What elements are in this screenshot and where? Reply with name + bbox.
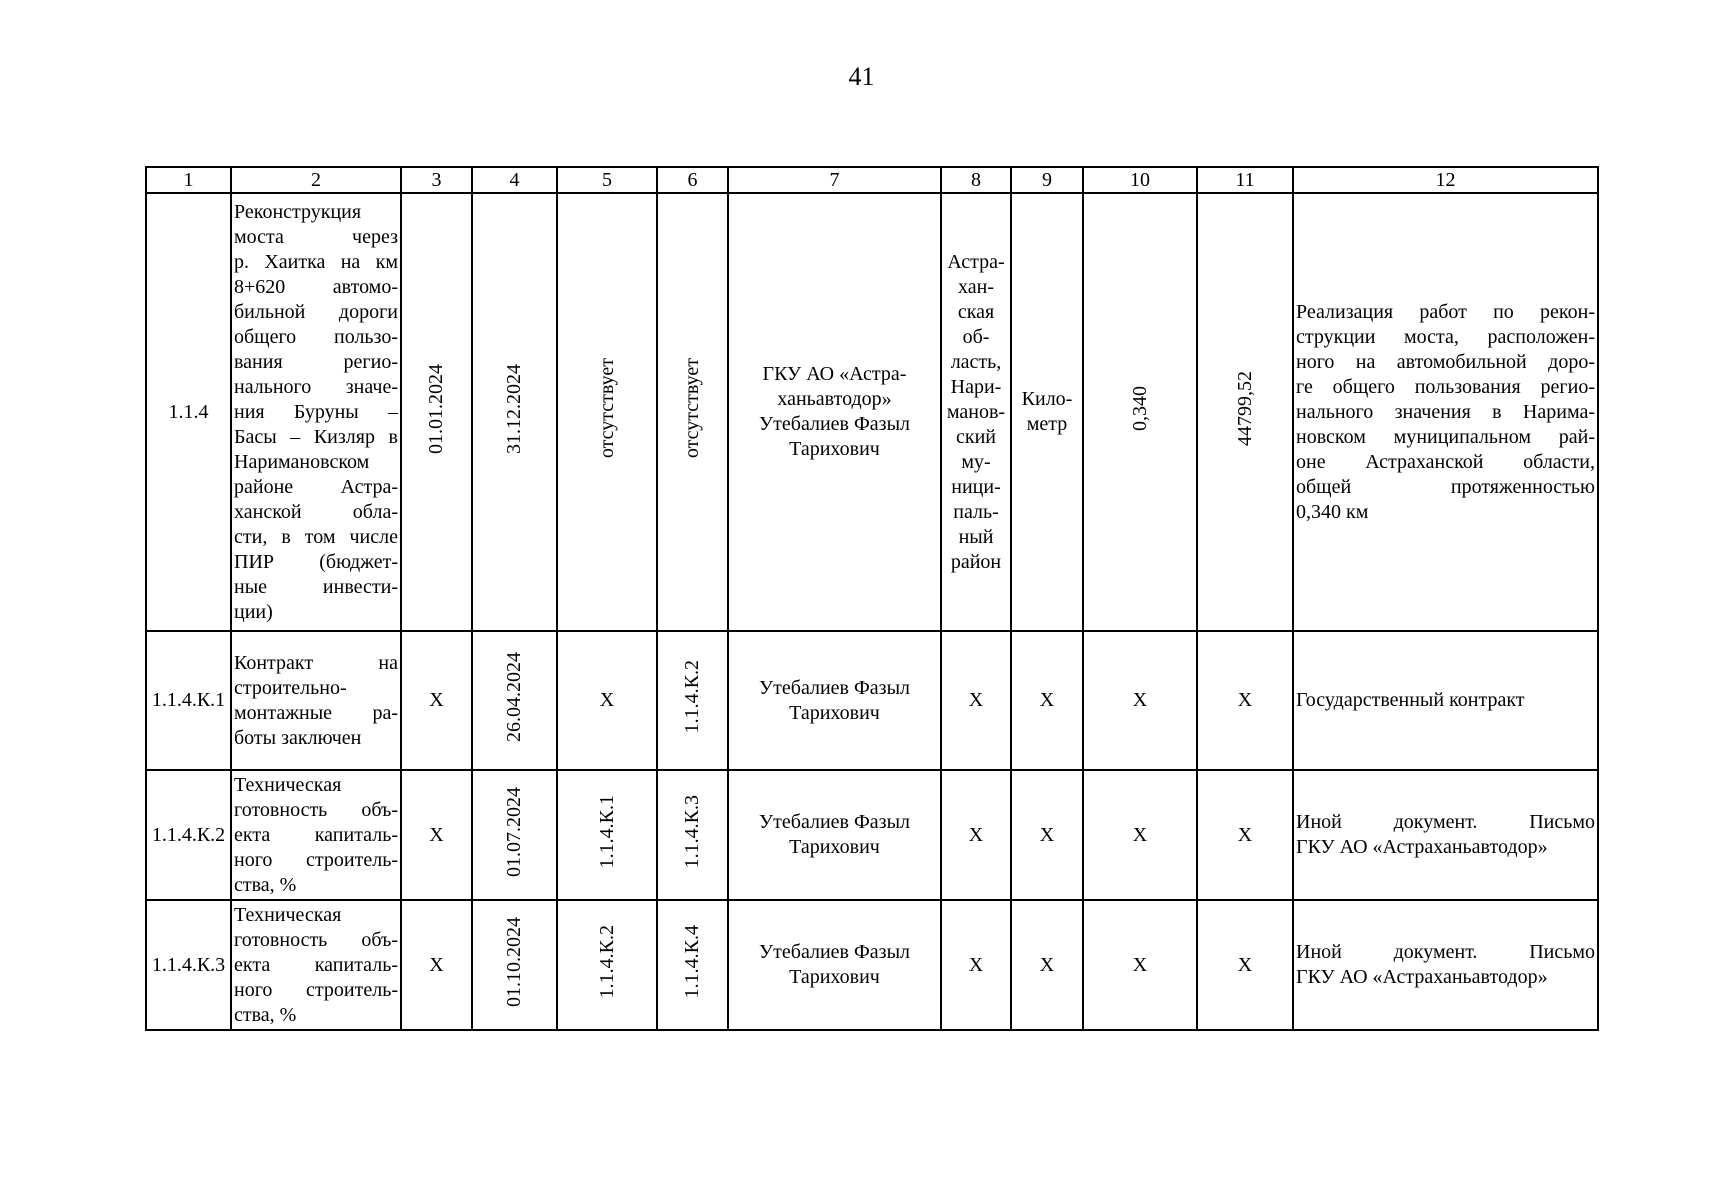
description-line: ства, % — [234, 873, 297, 896]
predecessor: 1.1.4.К.2 — [595, 924, 618, 999]
result-line: 0,340 км — [1296, 500, 1369, 523]
start-date-cell — [401, 193, 472, 631]
description-line: Басы – Кизляр в — [234, 425, 398, 448]
description-line: ханской обла- — [234, 500, 398, 523]
result-line: струкции моста, расположен- — [1296, 325, 1595, 348]
amount: X — [1197, 900, 1293, 1030]
table-row — [146, 900, 1598, 1030]
end-date-cell — [472, 631, 557, 770]
description-line: ного строитель- — [234, 848, 398, 871]
column-header: 3 — [401, 167, 472, 193]
description-line: ства, % — [234, 1003, 297, 1026]
result-line: ге общего пользования регио- — [1296, 375, 1595, 398]
unit: X — [1011, 770, 1083, 900]
column-header: 9 — [1011, 167, 1083, 193]
description-line: строительно- — [234, 676, 347, 699]
description-line: готовность объ- — [234, 798, 398, 821]
column-header: 7 — [728, 167, 941, 193]
description-line: ния Буруны – — [234, 400, 398, 423]
predecessor: X — [557, 631, 657, 770]
description-line: Наримановском — [234, 450, 370, 473]
column-header: 6 — [657, 167, 728, 193]
column-header: 1 — [146, 167, 231, 193]
row-id: 1.1.4.К.3 — [146, 900, 231, 1030]
description-line: р. Хаитка на км — [234, 250, 398, 273]
end-date: 26.04.2024 — [503, 652, 525, 742]
successor: 1.1.4.К.3 — [681, 794, 703, 869]
unit: X — [1011, 631, 1083, 770]
result-description: Государственный контракт — [1293, 631, 1598, 770]
successor-cell — [657, 631, 728, 770]
quantity: X — [1083, 631, 1197, 770]
column-header: 11 — [1197, 167, 1293, 193]
end-date-cell — [472, 900, 557, 1030]
end-date: 01.07.2024 — [503, 786, 525, 877]
result-line: Иной документ. Письмо — [1296, 941, 1595, 963]
description-line: готовность объ- — [234, 928, 398, 951]
row-id: 1.1.4 — [146, 193, 231, 631]
responsible: Утебалиев Фазыл Тарихович — [728, 770, 941, 900]
territory-line: му- — [961, 450, 991, 473]
amount: X — [1197, 631, 1293, 770]
start-date: X — [401, 770, 472, 900]
territory-line: Астра- — [947, 250, 1005, 273]
row-description — [231, 631, 401, 770]
header-row — [146, 167, 1598, 193]
quantity-cell — [1083, 193, 1197, 631]
plan-table — [145, 166, 1599, 1031]
column-header: 12 — [1293, 167, 1598, 193]
description-line: ции) — [234, 600, 273, 623]
territory-line: ская — [957, 300, 995, 323]
territory-line: Нари- — [950, 375, 1002, 398]
description-line: боты заключен — [234, 726, 362, 749]
end-date: 01.10.2024 — [503, 916, 525, 1007]
column-header: 4 — [472, 167, 557, 193]
result-line: Реализация работ по рекон- — [1296, 300, 1595, 323]
start-date: 01.01.2024 — [425, 363, 447, 454]
table-row — [146, 631, 1598, 770]
result-line: нального значения в Нарима- — [1296, 400, 1595, 423]
territory-line: ници- — [951, 475, 1001, 498]
column-header: 5 — [557, 167, 657, 193]
predecessor-cell — [557, 193, 657, 631]
territory — [941, 193, 1011, 631]
territory-line: ласть, — [950, 350, 1002, 373]
territory: X — [941, 900, 1011, 1030]
unit-line: метр — [1026, 413, 1068, 435]
description-line: общего пользо- — [234, 325, 398, 348]
end-date-cell — [472, 770, 557, 900]
territory: X — [941, 770, 1011, 900]
table-row — [146, 193, 1598, 631]
column-header: 2 — [231, 167, 401, 193]
description-line: сти, в том числе — [234, 525, 398, 548]
amount-cell — [1197, 193, 1293, 631]
start-date: X — [401, 631, 472, 770]
description-line: ного строитель- — [234, 978, 398, 1001]
predecessor: отсутствует — [595, 358, 618, 459]
territory-line: ный — [958, 525, 994, 548]
description-line: моста через — [234, 225, 398, 248]
description-line: нального значе- — [234, 375, 398, 398]
description-line: 8+620 автомо- — [234, 275, 398, 298]
description-line: ПИР (бюджет- — [234, 550, 398, 573]
description-line: Реконструкция — [234, 200, 362, 223]
amount: 44799,52 — [1233, 371, 1256, 446]
start-date: X — [401, 900, 472, 1030]
successor-cell — [657, 770, 728, 900]
amount: X — [1197, 770, 1293, 900]
row-description — [231, 193, 401, 631]
result-line: оне Астраханской области, — [1296, 450, 1595, 473]
row-description — [231, 770, 401, 900]
successor-cell — [657, 193, 728, 631]
description-line: екта капиталь- — [234, 953, 398, 976]
result-line: ного на автомобильной доро- — [1296, 350, 1595, 373]
successor-cell — [657, 900, 728, 1030]
successor: 1.1.4.К.4 — [681, 924, 703, 999]
description-line: екта капиталь- — [234, 823, 398, 846]
description-line: ные инвести- — [234, 575, 398, 598]
successor: отсутствует — [681, 358, 703, 459]
responsible: ГКУ АО «Астра-ханьавтодор» Утебалиев Фазыл Тарихович — [728, 193, 941, 631]
row-id: 1.1.4.К.2 — [146, 770, 231, 900]
page-number: 41 — [848, 62, 875, 91]
unit-line: Кило- — [1021, 388, 1073, 410]
quantity: X — [1083, 770, 1197, 900]
description-line: вания регио- — [234, 350, 398, 373]
territory-line: об- — [962, 325, 990, 348]
territory: X — [941, 631, 1011, 770]
territory-line: район — [950, 550, 1002, 573]
row-id: 1.1.4.К.1 — [146, 631, 231, 770]
predecessor: 1.1.4.К.1 — [595, 794, 618, 869]
result-description — [1293, 770, 1598, 900]
responsible: Утебалиев Фазыл Тарихович — [728, 631, 941, 770]
column-header: 8 — [941, 167, 1011, 193]
result-description — [1293, 193, 1598, 631]
quantity: 0,340 — [1128, 386, 1151, 431]
territory-line: манов- — [946, 400, 1006, 423]
description-line: Техническая — [234, 903, 342, 926]
table-row — [146, 770, 1598, 900]
result-line: общей протяженностью — [1296, 475, 1595, 498]
column-header: 10 — [1083, 167, 1197, 193]
responsible: Утебалиев Фазыл Тарихович — [728, 900, 941, 1030]
predecessor-cell — [557, 770, 657, 900]
description-line: Контракт на — [234, 651, 398, 674]
quantity: X — [1083, 900, 1197, 1030]
territory-line: ский — [956, 425, 996, 448]
end-date-cell — [472, 193, 557, 631]
territory-line: паль- — [953, 500, 999, 523]
result-line: Иной документ. Письмо — [1296, 811, 1595, 833]
predecessor-cell — [557, 900, 657, 1030]
unit: X — [1011, 900, 1083, 1030]
row-description — [231, 900, 401, 1030]
result-description — [1293, 900, 1598, 1030]
description-line: бильной дороги — [234, 300, 398, 323]
end-date: 31.12.2024 — [503, 363, 525, 454]
territory-line: хан- — [958, 275, 994, 298]
description-line: Техническая — [234, 773, 342, 796]
result-line: ГКУ АО «Астраханьавтодор» — [1296, 836, 1548, 858]
unit — [1011, 193, 1083, 631]
result-line: новском муниципальном рай- — [1296, 425, 1595, 448]
description-line: районе Астра- — [234, 475, 398, 498]
description-line: монтажные ра- — [234, 701, 398, 724]
successor: 1.1.4.К.2 — [681, 660, 703, 734]
result-line: ГКУ АО «Астраханьавтодор» — [1296, 966, 1548, 988]
